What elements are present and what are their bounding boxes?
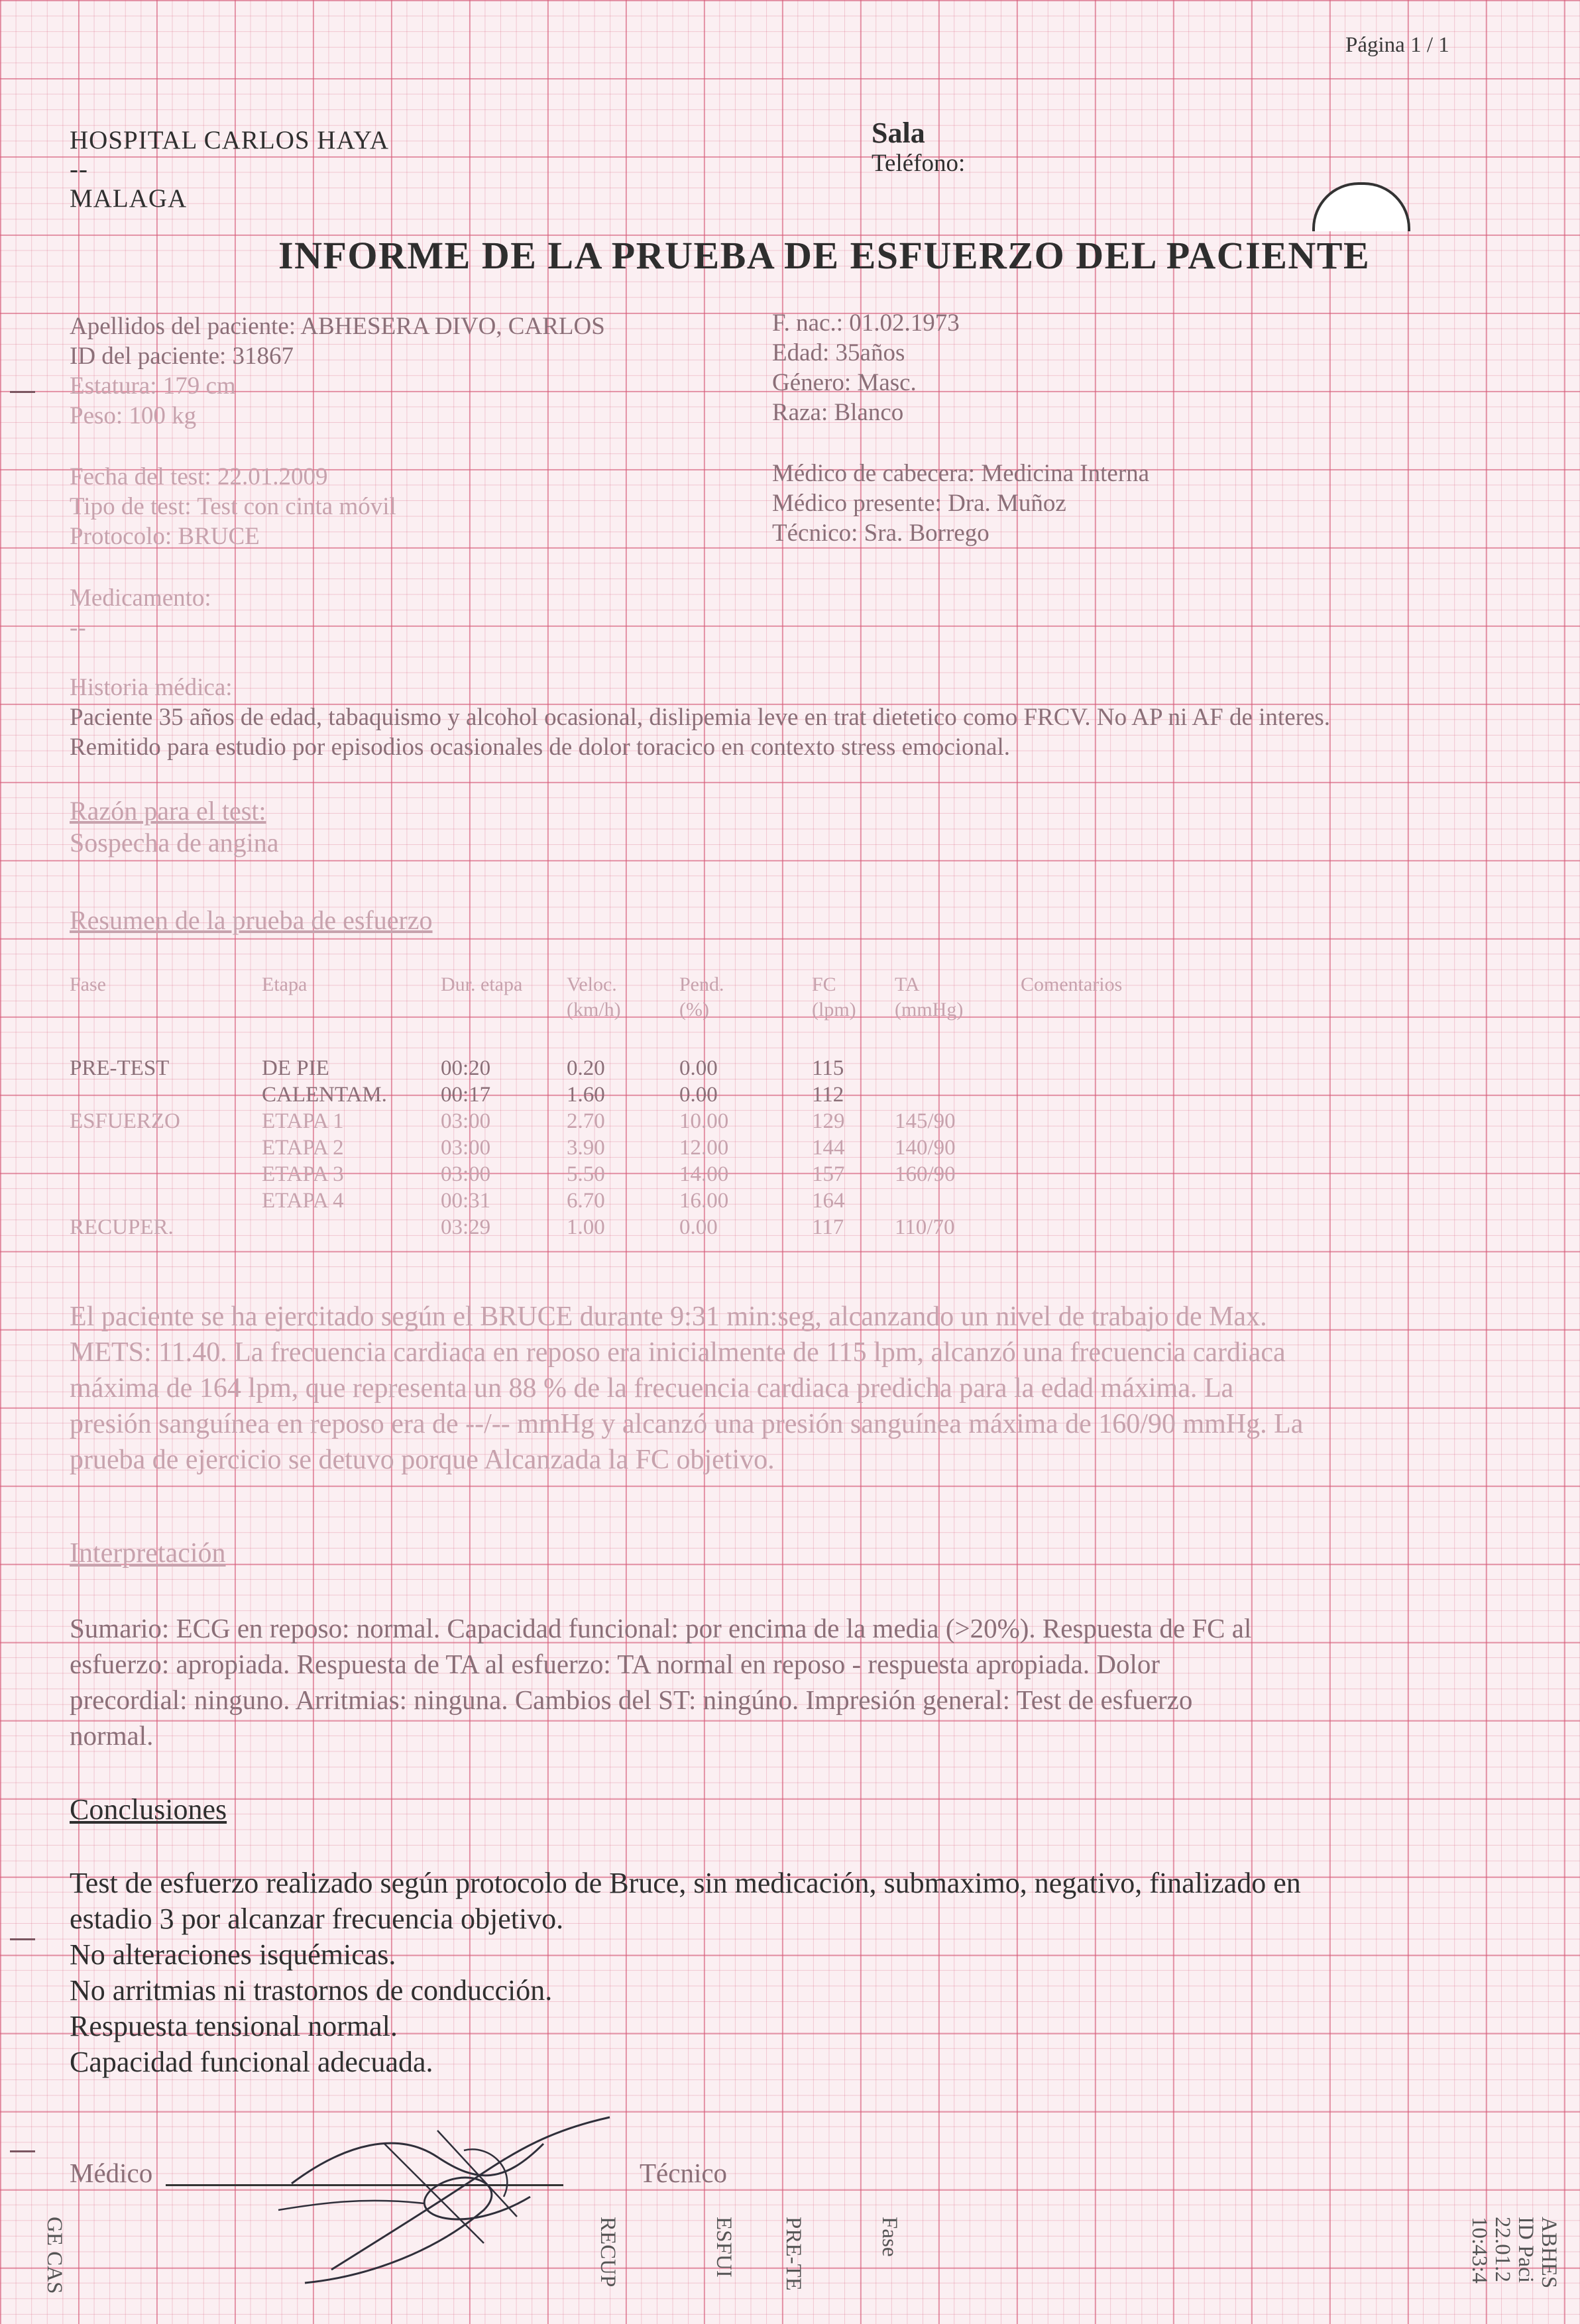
cell-etapa: ETAPA 2 <box>262 1136 344 1160</box>
conclusion-line-5: Respuesta tensional normal. <box>70 2010 398 2042</box>
telefono-label: Teléfono: <box>872 150 966 177</box>
cell-veloc: 6.70 <box>567 1189 605 1213</box>
footer-fase-label: Fase <box>877 2217 901 2257</box>
test-type: Tipo de test: Test con cinta móvil <box>70 493 396 520</box>
conclusions-block <box>70 1865 1301 2080</box>
table-row <box>70 1188 1064 1214</box>
history-line-2: Remitido para estudio por episodios ocasionales de dolor toracico en contexto stress emocional. <box>70 734 1010 761</box>
patient-id: ID del paciente: 31867 <box>70 343 294 370</box>
test-date: Fecha del test: 22.01.2009 <box>70 463 328 490</box>
th-fase: Fase <box>70 973 106 995</box>
conclusion-line-1: Test de esfuerzo realizado según protocolo de Bruce, sin medicación, submaximo, negativo, finalizado en <box>70 1867 1301 1899</box>
interpretation-summary <box>70 1610 1251 1753</box>
cell-dur: 00:31 <box>441 1189 491 1213</box>
patient-race: Raza: Blanco <box>772 399 904 426</box>
margin-tick <box>10 1938 35 1940</box>
cell-pend: 0.00 <box>679 1056 718 1080</box>
cell-etapa: CALENTAM. <box>262 1083 387 1107</box>
footer-id: ID Paci <box>1514 2217 1538 2283</box>
cell-fc: 117 <box>812 1215 844 1239</box>
reason-label: Razón para el test: <box>70 796 266 826</box>
th-veloc-unit: (km/h) <box>567 999 621 1021</box>
cell-veloc: 0.20 <box>567 1056 605 1080</box>
test-protocol: Protocolo: BRUCE <box>70 523 260 550</box>
patient-birthdate: F. nac.: 01.02.1973 <box>772 309 960 337</box>
cell-pend: 0.00 <box>679 1215 718 1239</box>
cell-pend: 14.00 <box>679 1162 729 1186</box>
report-title: INFORME DE LA PRUEBA DE ESFUERZO DEL PACIENTE <box>278 234 1371 277</box>
th-comentarios: Comentarios <box>1021 973 1123 995</box>
footer-esfu-label: ESFUI <box>712 2217 736 2278</box>
medical-history-block <box>70 673 1330 762</box>
th-fc: FC <box>812 973 836 995</box>
cell-dur: 00:20 <box>441 1056 491 1080</box>
cell-pend: 10.00 <box>679 1109 729 1133</box>
handwritten-signature <box>265 2104 623 2303</box>
cell-ta: 140/90 <box>895 1136 956 1160</box>
table-row <box>70 1055 1064 1081</box>
table-row <box>70 1161 1064 1188</box>
cell-veloc: 3.90 <box>567 1136 605 1160</box>
footer-pre-label: PRE-TE <box>781 2217 805 2291</box>
footer-name: ABHES <box>1537 2217 1561 2289</box>
history-line-1: Paciente 35 años de edad, tabaquismo y alcohol ocasional, dislipemia leve en trat dietetico como FRCV. No AP ni AF de interes. <box>70 704 1331 731</box>
page-number: Página 1 / 1 <box>1345 33 1449 57</box>
folder-tab-decoration <box>1312 182 1410 231</box>
patient-info-right <box>772 308 960 427</box>
cell-etapa: ETAPA 3 <box>262 1162 344 1186</box>
conclusion-line-6: Capacidad funcional adecuada. <box>70 2046 433 2078</box>
history-label: Historia médica: <box>70 674 233 701</box>
hospital-block <box>70 126 389 213</box>
cell-fc: 164 <box>812 1189 845 1213</box>
narrative-line-3: máxima de 164 lpm, que representa un 88 % de la frecuencia cardiaca predicha para la edad máxima. La <box>70 1373 1234 1404</box>
cell-etapa: ETAPA 4 <box>262 1189 344 1213</box>
th-pend-unit: (%) <box>679 999 709 1021</box>
cell-dur: 03:00 <box>441 1136 491 1160</box>
footer-recup-label: RECUP <box>596 2217 620 2288</box>
table-row <box>70 1214 1064 1241</box>
patient-height: Estatura: 179 cm <box>70 372 236 400</box>
sala-label: Sala <box>872 117 925 149</box>
patient-gender: Género: Masc. <box>772 369 917 396</box>
test-reason-block <box>70 795 278 859</box>
cell-veloc: 5.50 <box>567 1162 605 1186</box>
stress-table-body <box>70 1055 1064 1241</box>
cell-dur: 00:17 <box>441 1083 491 1107</box>
cell-dur: 03:00 <box>441 1109 491 1133</box>
cell-dur: 03:29 <box>441 1215 491 1239</box>
cell-veloc: 1.00 <box>567 1215 605 1239</box>
summary-line-4: normal. <box>70 1720 154 1751</box>
conclusion-line-4: No arritmias ni trastornos de conducción. <box>70 1974 553 2007</box>
cell-pend: 12.00 <box>679 1136 729 1160</box>
test-narrative <box>70 1299 1528 1478</box>
conclusions-heading: Conclusiones <box>70 1793 227 1826</box>
hospital-city: MALAGA <box>70 184 188 213</box>
reason-value: Sospecha de angina <box>70 828 279 858</box>
technician-signature-label: Técnico <box>640 2158 728 2188</box>
cell-ta: 160/90 <box>895 1162 956 1186</box>
cell-dur: 03:00 <box>441 1162 491 1186</box>
narrative-line-4: presión sanguínea en reposo era de --/-- mmHg y alcanzó una presión sanguínea máxima de 160/90 mmHg. La <box>70 1409 1304 1439</box>
summary-line-3: precordial: ninguno. Arritmias: ninguna. Cambios del ST: ningúno. Impresión general: Test de esfuerzo <box>70 1685 1193 1715</box>
cell-etapa: ETAPA 1 <box>262 1109 344 1133</box>
patient-age: Edad: 35años <box>772 339 905 366</box>
cell-fc: 157 <box>812 1162 845 1186</box>
sala-block <box>872 117 965 178</box>
referring-physician: Médico de cabecera: Medicina Interna <box>772 460 1150 487</box>
footer-date: 22.01.2 <box>1491 2217 1514 2282</box>
th-pend: Pend. <box>679 973 724 995</box>
cell-ta: 145/90 <box>895 1109 956 1133</box>
margin-tick <box>10 391 35 393</box>
footer-time: 10:43:4 <box>1467 2217 1491 2284</box>
attending-physician: Médico presente: Dra. Muñoz <box>772 490 1066 517</box>
table-row <box>70 1108 1064 1134</box>
footer-ge-label: GE CAS <box>42 2217 66 2294</box>
th-etapa: Etapa <box>262 973 308 995</box>
cell-fc: 144 <box>812 1136 845 1160</box>
th-dur: Dur. etapa <box>441 973 523 995</box>
summary-line-2: esfuerzo: apropiada. Respuesta de TA al esfuerzo: TA normal en reposo - respuesta apropiada. Dolor <box>70 1649 1160 1679</box>
cell-veloc: 2.70 <box>567 1109 605 1133</box>
summary-line-1: Sumario: ECG en reposo: normal. Capacidad funcional: por encima de la media (>20%). Respuesta de FC al <box>70 1613 1252 1643</box>
cell-fc: 115 <box>812 1056 844 1080</box>
hospital-dash: -- <box>70 155 88 184</box>
cell-ta: 110/70 <box>895 1215 955 1239</box>
cell-veloc: 1.60 <box>567 1083 605 1107</box>
medication-block <box>70 583 211 643</box>
narrative-line-1: El paciente se ha ejercitado según el BRUCE durante 9:31 min:seg, alcanzando un nivel de trabajo de Max. <box>70 1301 1267 1332</box>
cell-etapa: DE PIE <box>262 1056 329 1080</box>
cell-pend: 0.00 <box>679 1083 718 1107</box>
medication-label: Medicamento: <box>70 584 211 612</box>
cell-pend: 16.00 <box>679 1189 729 1213</box>
technician: Técnico: Sra. Borrego <box>772 520 989 547</box>
physician-signature-label: Médico <box>70 2158 153 2188</box>
cell-fase: PRE-TEST <box>70 1056 170 1080</box>
table-row <box>70 1081 1064 1108</box>
th-veloc: Veloc. <box>567 973 617 995</box>
cell-fase: ESFUERZO <box>70 1109 180 1133</box>
th-fc-unit: (lpm) <box>812 999 856 1021</box>
conclusion-line-2: estadio 3 por alcanzar frecuencia objetivo. <box>70 1903 564 1935</box>
test-info-left <box>70 462 396 551</box>
narrative-line-2: METS: 11.40. La frecuencia cardiaca en reposo era inicialmente de 115 lpm, alcanzó una frecuencia cardiaca <box>70 1337 1286 1368</box>
conclusion-line-3: No alteraciones isquémicas. <box>70 1938 396 1971</box>
th-ta-unit: (mmHg) <box>895 999 964 1021</box>
margin-tick <box>10 2150 35 2152</box>
patient-surname: Apellidos del paciente: ABHESERA DIVO, CARLOS <box>70 313 605 340</box>
medication-value: -- <box>70 614 86 641</box>
cell-fase: RECUPER. <box>70 1215 174 1239</box>
hospital-name: HOSPITAL CARLOS HAYA <box>70 126 390 154</box>
table-row <box>70 1134 1064 1161</box>
cell-fc: 112 <box>812 1083 844 1107</box>
test-info-right <box>772 459 1149 548</box>
cell-fc: 129 <box>812 1109 845 1133</box>
patient-weight: Peso: 100 kg <box>70 402 197 429</box>
narrative-line-5: prueba de ejercicio se detuvo porque Alcanzada la FC objetivo. <box>70 1445 775 1475</box>
th-ta: TA <box>895 973 920 995</box>
patient-info-left <box>70 311 605 431</box>
interpretation-heading: Interpretación <box>70 1538 226 1569</box>
summary-heading: Resumen de la prueba de esfuerzo <box>70 905 433 935</box>
